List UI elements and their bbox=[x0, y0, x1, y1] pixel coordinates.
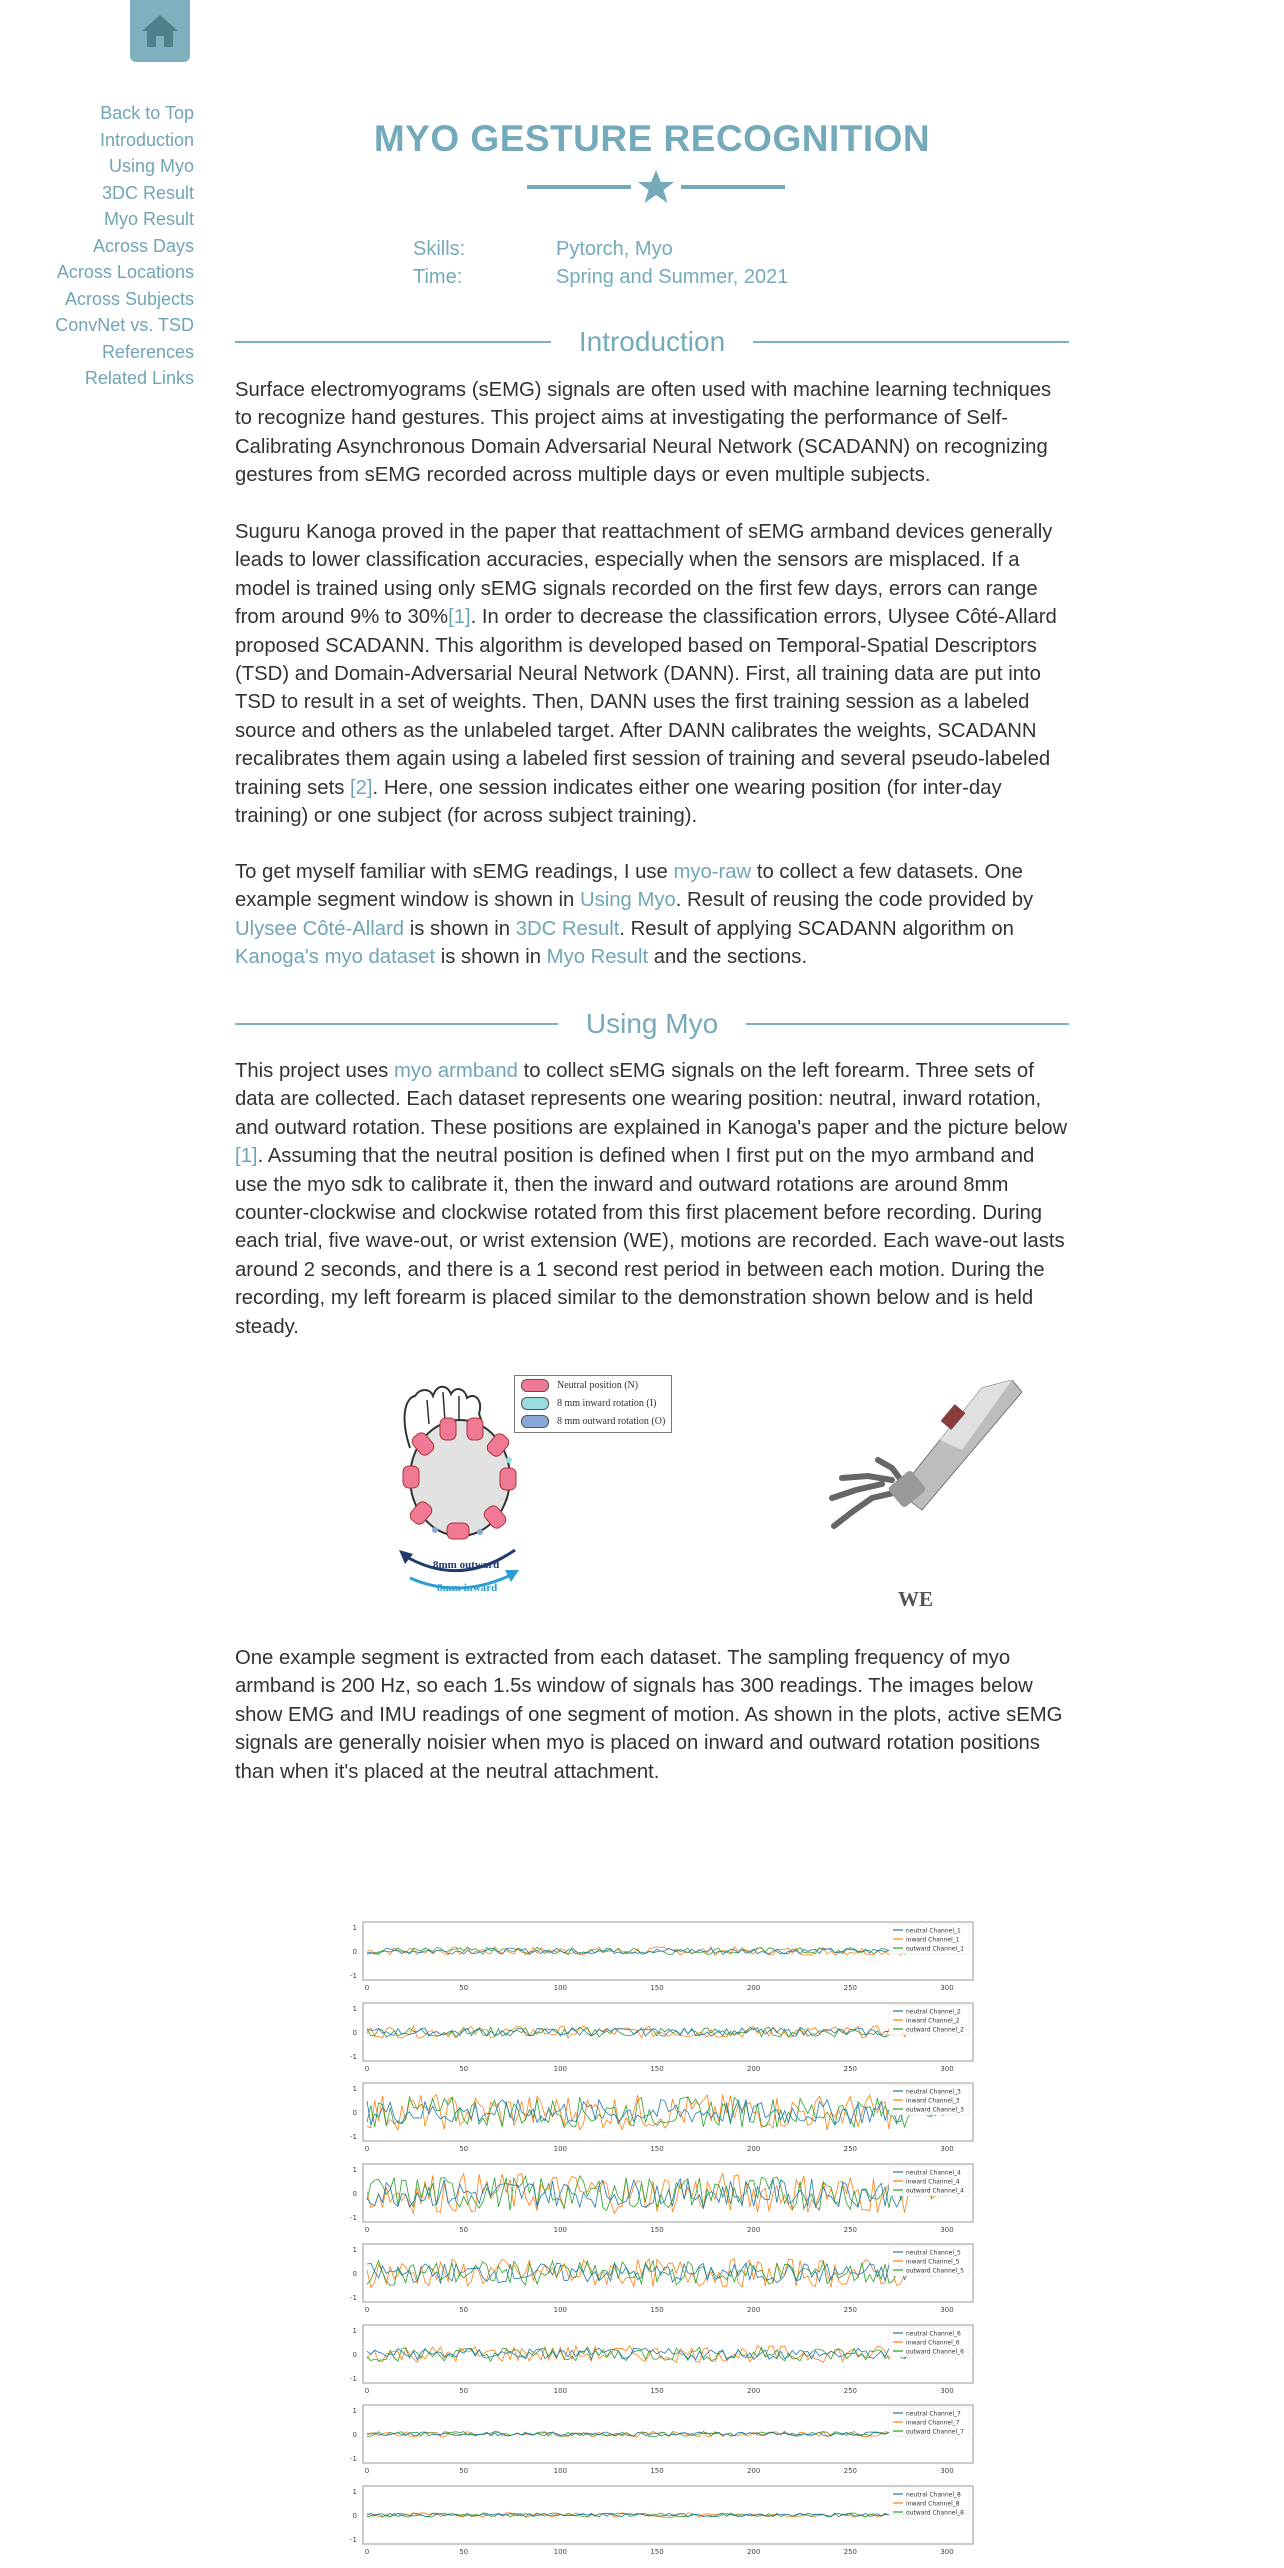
nav-across-locations[interactable]: Across Locations bbox=[56, 262, 194, 282]
y-tick-label: 0 bbox=[352, 2270, 357, 2278]
legend-label: neutral Channel_7 bbox=[906, 2410, 961, 2418]
legend-label: neutral Channel_6 bbox=[906, 2330, 961, 2337]
x-tick-label: 250 bbox=[843, 2064, 858, 2073]
y-tick-label: 0 bbox=[352, 2189, 357, 2198]
emg-panel-svg bbox=[335, 2079, 985, 2155]
y-tick-label: -1 bbox=[350, 2052, 357, 2061]
using-myo-paragraph-1: This project uses myo armband to collect sEMG signals on the left forearm. Three sets of data are collected. Each dataset represents one wearing position: neutral, inward rotation, and outward rotation. These positions are explained in Kanoga's paper and the picture below [1]. Assuming that the neutral position is defined when I first put on the myo armband and use the myo sdk to calibrate it, then the inward and outward rotations are around 8mm counter-clockwise and clockwise rotated from this first placement before recording. During each trial, five wave-out, or wrist extension (WE), motions are recorded. Each wave-out lasts around 2 seconds, and there is a 1 second rest period in between each motion. During the recording, my left forearm is placed similar to the demonstration shown below and is held steady. bbox=[235, 1060, 1068, 1338]
nav-introduction[interactable]: Introduction bbox=[99, 129, 194, 150]
legend-label: outward Channel_5 bbox=[906, 2267, 964, 2275]
emg-panel-svg bbox=[335, 2160, 985, 2236]
x-tick-label: 150 bbox=[650, 1984, 664, 1992]
x-tick-label: 300 bbox=[940, 2064, 954, 2073]
emg-panel-5 bbox=[335, 2240, 985, 2316]
time-label: Time: bbox=[413, 266, 463, 288]
x-tick-label: 300 bbox=[940, 2547, 954, 2556]
emg-panel-4 bbox=[335, 2160, 985, 2236]
legend-label: neutral Channel_1 bbox=[906, 1927, 961, 1935]
legend-label: neutral Channel_4 bbox=[906, 2169, 961, 2176]
legend-label: inward Channel_5 bbox=[906, 2258, 960, 2266]
intro-paragraph-1: Surface electromyograms (sEMG) signals are often used with machine learning techniques to recognize hand gestures. This project aims at investigating the performance of Self-Calibrating Asynchronous Domain Adversarial Neural Network (SCADANN) on recognizing gestures from sEMG recorded across multiple days or even multiple subjects. bbox=[235, 379, 1052, 487]
introduction-heading: Introduction bbox=[235, 326, 1069, 358]
x-tick-label: 100 bbox=[553, 2225, 568, 2234]
y-tick-label: 1 bbox=[352, 2004, 357, 2013]
x-tick-label: 300 bbox=[940, 2306, 954, 2314]
x-tick-label: 200 bbox=[746, 2386, 761, 2395]
emg-panel-2 bbox=[335, 1999, 985, 2075]
legend-label: inward Channel_1 bbox=[906, 1936, 960, 1944]
x-tick-label: 100 bbox=[553, 2064, 568, 2073]
wrist-extension-figure bbox=[812, 1380, 1022, 1530]
nav-back-to-top[interactable]: Back to Top bbox=[100, 103, 194, 123]
legend-label: inward Channel_4 bbox=[906, 2178, 960, 2185]
x-tick-label: 50 bbox=[459, 2064, 469, 2073]
legend-label: outward Channel_8 bbox=[906, 2509, 964, 2516]
kanoga-dataset-link[interactable]: Kanoga's myo dataset bbox=[235, 946, 436, 969]
x-tick-label: 0 bbox=[364, 1984, 370, 1992]
emg-panel-svg bbox=[335, 2401, 985, 2477]
x-tick-label: 0 bbox=[364, 2145, 370, 2153]
skills-value: Pytorch, Myo bbox=[556, 238, 673, 260]
x-tick-label: 150 bbox=[650, 2225, 664, 2234]
x-tick-label: 50 bbox=[459, 2467, 469, 2475]
x-tick-label: 300 bbox=[940, 2145, 954, 2153]
legend-label: outward Channel_4 bbox=[906, 2187, 964, 2194]
page-title: MYO GESTURE RECOGNITION bbox=[373, 118, 931, 159]
inward-arrow-label: 8mm inward bbox=[437, 1582, 498, 1594]
x-tick-label: 150 bbox=[650, 2145, 664, 2153]
x-tick-label: 150 bbox=[650, 2386, 664, 2395]
y-tick-label: 1 bbox=[352, 2084, 357, 2093]
x-tick-label: 200 bbox=[746, 2225, 761, 2234]
x-tick-label: 200 bbox=[746, 2467, 761, 2475]
y-tick-label: -1 bbox=[350, 2133, 357, 2142]
x-tick-label: 50 bbox=[459, 2306, 469, 2314]
x-tick-label: 50 bbox=[459, 2225, 469, 2234]
legend-label: outward Channel_7 bbox=[906, 2428, 964, 2436]
nav-3dc-result[interactable]: 3DC Result bbox=[101, 182, 194, 203]
x-tick-label: 0 bbox=[364, 2064, 370, 2073]
home-button[interactable] bbox=[130, 0, 190, 62]
intro-paragraph-3: To get myself familiar with sEMG readings, I use myo-raw to collect a few datasets. One example segment window is shown in Using Myo. Result of reusing the code provided by Ulysee Côté-Allard is shown in 3DC Result. Result of applying SCADANN algorithm on Kanoga's myo dataset is shown in Myo Result and the sections. bbox=[235, 861, 1034, 969]
legend-label: inward Channel_8 bbox=[906, 2500, 960, 2507]
armband-legend bbox=[514, 1375, 672, 1433]
emg-panel-svg bbox=[335, 1918, 985, 1994]
emg-panel-6 bbox=[335, 2321, 985, 2397]
home-icon bbox=[140, 12, 180, 50]
x-tick-label: 200 bbox=[746, 2547, 761, 2556]
legend-label: outward Channel_1 bbox=[906, 1945, 964, 1953]
using-myo-heading: Using Myo bbox=[235, 1008, 1069, 1040]
legend-label: outward Channel_2 bbox=[906, 2026, 964, 2033]
x-tick-label: 150 bbox=[650, 2064, 664, 2073]
emg-panel-1 bbox=[335, 1918, 985, 1994]
myo-armband-link[interactable]: myo armband bbox=[393, 1060, 518, 1082]
myo-result-link[interactable]: Myo Result bbox=[546, 946, 649, 969]
y-tick-label: 1 bbox=[352, 2406, 357, 2415]
star-divider-icon bbox=[527, 168, 785, 206]
emg-panel-3 bbox=[335, 2079, 985, 2155]
x-tick-label: 250 bbox=[843, 2467, 858, 2475]
legend-label: inward Channel_6 bbox=[906, 2339, 960, 2346]
y-tick-label: 1 bbox=[352, 1923, 357, 1932]
x-tick-label: 0 bbox=[364, 2225, 370, 2234]
y-tick-label: 1 bbox=[352, 2487, 357, 2496]
y-tick-label: 0 bbox=[352, 2431, 357, 2439]
emg-panel-svg bbox=[335, 2240, 985, 2316]
nav-references[interactable]: References bbox=[101, 341, 194, 362]
y-tick-label: -1 bbox=[350, 2374, 357, 2383]
nav-using-myo[interactable]: Using Myo bbox=[108, 156, 194, 176]
nav-myo-result[interactable]: Myo Result bbox=[103, 209, 194, 229]
myo-raw-link[interactable]: myo-raw bbox=[673, 861, 752, 883]
legend-label: neutral Channel_2 bbox=[906, 2008, 961, 2015]
x-tick-label: 200 bbox=[746, 2064, 761, 2073]
nav-across-days[interactable]: Across Days bbox=[92, 235, 194, 256]
x-tick-label: 200 bbox=[746, 1984, 761, 1992]
x-tick-label: 250 bbox=[843, 1984, 858, 1992]
legend-label: neutral Channel_3 bbox=[906, 2088, 961, 2096]
x-tick-label: 200 bbox=[746, 2145, 761, 2153]
x-tick-label: 50 bbox=[459, 2145, 469, 2153]
x-tick-label: 0 bbox=[364, 2467, 370, 2475]
legend-outward: 8 mm outward rotation (O) bbox=[557, 1415, 666, 1427]
y-tick-label: -1 bbox=[350, 2294, 357, 2303]
x-tick-label: 150 bbox=[650, 2306, 664, 2314]
armband-placement-figure bbox=[385, 1378, 535, 1598]
ref-2-link[interactable]: [2] bbox=[349, 776, 373, 799]
x-tick-label: 100 bbox=[553, 1984, 568, 1992]
3dc-result-link[interactable]: 3DC Result bbox=[515, 917, 620, 940]
legend-label: outward Channel_3 bbox=[906, 2106, 964, 2114]
legend-label: inward Channel_3 bbox=[906, 2097, 960, 2105]
ref-1-link-2[interactable]: [1] bbox=[235, 1145, 258, 1168]
time-value: Spring and Summer, 2021 bbox=[556, 266, 789, 288]
nav-related-links[interactable]: Related Links bbox=[84, 368, 194, 388]
x-tick-label: 300 bbox=[940, 2225, 954, 2234]
y-tick-label: 0 bbox=[352, 2028, 357, 2037]
x-tick-label: 250 bbox=[843, 2306, 858, 2314]
x-tick-label: 300 bbox=[940, 2386, 954, 2395]
nav-across-subjects[interactable]: Across Subjects bbox=[64, 288, 194, 309]
y-tick-label: 1 bbox=[352, 2245, 357, 2254]
emg-panel-svg bbox=[335, 2321, 985, 2397]
we-label: WE bbox=[898, 1587, 934, 1611]
project-meta bbox=[413, 238, 788, 294]
skills-label: Skills: bbox=[413, 238, 466, 260]
y-tick-label: 0 bbox=[352, 2350, 357, 2359]
x-tick-label: 100 bbox=[553, 2306, 568, 2314]
x-tick-label: 100 bbox=[553, 2145, 568, 2153]
emg-panel-8 bbox=[335, 2482, 985, 2558]
y-tick-label: 1 bbox=[352, 2165, 357, 2174]
intro-paragraph-2: Suguru Kanoga proved in the paper that reattachment of sEMG armband devices generally leads to lower classification accuracies, especially when the sensors are misplaced. If a model is trained using only sEMG signals recorded on the first few days, errors can range from around 9% to 30%[1]. In order to decrease the classification errors, Ulysee Côté-Allard proposed SCADANN. This algorithm is developed based on Temporal-Spatial Descriptors (TSD) and Domain-Adversarial Neural Network (DANN). First, all training data are put into TSD to result in a set of weights. Then, DANN uses the first training session as a labeled source and others as the unlabeled target. After DANN calibrates the weights, SCADANN recalibrates them again using a labeled first session of training and several pseudo-labeled training sets [2]. Here, one session indicates either one wearing position (for inter-day training) or one subject (for across subject training). bbox=[235, 521, 1057, 828]
y-tick-label: 0 bbox=[352, 2511, 357, 2520]
emg-panel-svg bbox=[335, 1999, 985, 2075]
using-myo-paragraph-2: One example segment is extracted from each dataset. The sampling frequency of myo armband is 200 Hz, so each 1.5s window of signals has 300 readings. The images below show EMG and IMU readings of one segment of motion. As shown in the plots, active sEMG signals are generally noisier when myo is placed on inward and outward rotation positions than when it's placed at the neutral attachment. bbox=[235, 1647, 1063, 1783]
x-tick-label: 100 bbox=[553, 2467, 568, 2475]
using-myo-link[interactable]: Using Myo bbox=[579, 889, 676, 912]
emg-panel-svg bbox=[335, 2482, 985, 2558]
y-tick-label: 1 bbox=[352, 2326, 357, 2335]
emg-panel-7 bbox=[335, 2401, 985, 2477]
x-tick-label: 50 bbox=[459, 2386, 469, 2395]
ulysee-link[interactable]: Ulysee Côté-Allard bbox=[235, 917, 405, 940]
x-tick-label: 300 bbox=[940, 1984, 954, 1992]
legend-label: inward Channel_7 bbox=[906, 2419, 960, 2427]
x-tick-label: 250 bbox=[843, 2386, 858, 2395]
x-tick-label: 150 bbox=[650, 2467, 664, 2475]
x-tick-label: 250 bbox=[843, 2145, 858, 2153]
legend-neutral: Neutral position (N) bbox=[557, 1379, 639, 1391]
y-tick-label: -1 bbox=[350, 2213, 357, 2222]
x-tick-label: 0 bbox=[364, 2306, 370, 2314]
side-nav bbox=[55, 100, 194, 392]
legend-label: outward Channel_6 bbox=[906, 2348, 964, 2355]
y-tick-label: -1 bbox=[350, 2535, 357, 2544]
emg-charts bbox=[335, 1918, 985, 2562]
x-tick-label: 300 bbox=[940, 2467, 954, 2475]
nav-convnet-vs-tsd[interactable]: ConvNet vs. TSD bbox=[55, 315, 194, 335]
y-tick-label: 0 bbox=[352, 2109, 357, 2117]
x-tick-label: 100 bbox=[553, 2547, 568, 2556]
x-tick-label: 0 bbox=[364, 2547, 370, 2556]
ref-1-link[interactable]: [1] bbox=[448, 606, 471, 629]
outward-arrow-label: 8mm outward bbox=[433, 1559, 500, 1571]
legend-inward: 8 mm inward rotation (I) bbox=[557, 1397, 657, 1409]
y-tick-label: -1 bbox=[350, 1972, 357, 1981]
x-tick-label: 200 bbox=[746, 2306, 761, 2314]
legend-label: neutral Channel_8 bbox=[906, 2491, 961, 2498]
y-tick-label: -1 bbox=[350, 2455, 357, 2464]
x-tick-label: 100 bbox=[553, 2386, 568, 2395]
x-tick-label: 50 bbox=[459, 2547, 469, 2556]
y-tick-label: 0 bbox=[352, 1948, 357, 1956]
legend-label: inward Channel_2 bbox=[906, 2017, 960, 2024]
x-tick-label: 250 bbox=[843, 2547, 858, 2556]
x-tick-label: 50 bbox=[459, 1984, 469, 1992]
legend-label: neutral Channel_5 bbox=[906, 2249, 961, 2257]
x-tick-label: 0 bbox=[364, 2386, 370, 2395]
x-tick-label: 150 bbox=[650, 2547, 664, 2556]
x-tick-label: 250 bbox=[843, 2225, 858, 2234]
